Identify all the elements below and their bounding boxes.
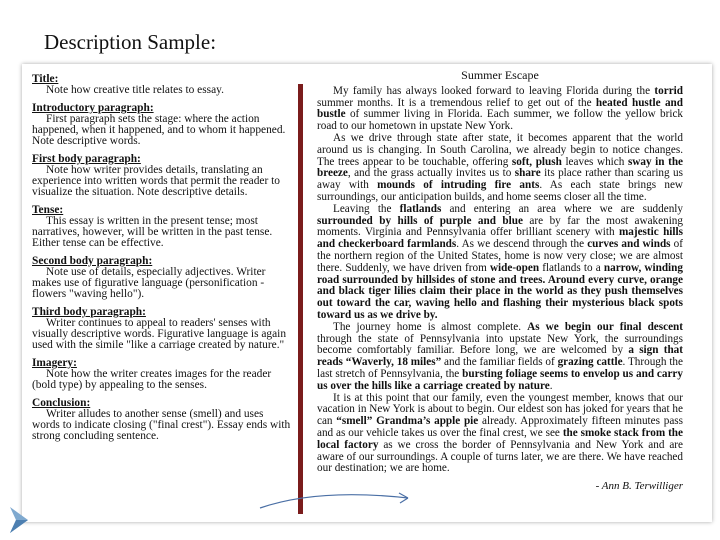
note-heading: Third body paragraph:: [32, 306, 146, 318]
note-body: Note how the writer creates images for the reader (bold type) by appealing to the senses.: [32, 368, 272, 391]
note-imagery: [32, 358, 292, 391]
note-body: Note how creative title relates to essay.: [46, 84, 224, 96]
note-body: First paragraph sets the stage: where the action happened, when it happened, and to whom it happened. Note descriptive words.: [32, 113, 286, 147]
note-heading: Second body paragraph:: [32, 255, 153, 267]
essay-paragraph-body-3: The journey home is almost complete. As we begin our final descent through the state of Pennsylvania into upstate New York, the surroundings become comfortably familiar. Before long, we are welcomed by a sign that reads “Waverly, 18 miles” and the familiar fields of grazing cattle. Through the last stretch of Pennsylvania, the bursting foliage seems to envelop us and carry us over the hills like a carriage created by nature.: [317, 320, 683, 392]
note-body: Note use of details, especially adjectives. Writer makes use of figurative language (personification - flowers "waving hello").: [32, 266, 266, 300]
note-heading: Imagery:: [32, 357, 77, 369]
annotation-column: [32, 74, 292, 449]
note-introduction: [32, 103, 292, 147]
annotation-arrow: [258, 484, 418, 514]
essay-paragraph-intro: My family has always looked forward to leaving Florida during the torrid summer months. It is a tremendous relief to get out of the heated hustle and bustle of summer living in Florida. Each summer, we follow the yellow brick road to our hometown in upstate New York.: [317, 84, 683, 133]
note-heading: Title:: [32, 73, 59, 85]
note-heading: Tense:: [32, 204, 64, 216]
essay-paragraph-conclusion: It is at this point that our family, even the youngest member, knows that our vacation in New York is about to begin. Our eldest son has joked for years that he can “smell” Grandma’s apple pie already. Approximately fifteen minutes pass and as our vehicle takes us over the final crest, we see the smoke stack from the local factory as we cross the border of Pennsylvania and New York and are aware of our surroundings. A couple of turns later, we are there. We have reached our destination; we are home.: [317, 391, 683, 475]
note-heading: Conclusion:: [32, 397, 91, 409]
note-body: Note how writer provides details, translating an experience into written words that permit the reader to visualize the situation. Note descriptive details.: [32, 164, 280, 198]
essay-title: Summer Escape: [461, 68, 539, 82]
note-second-body: [32, 256, 292, 300]
document-page: [22, 64, 712, 522]
essay-paragraph-body-2: Leaving the flatlands and entering an area where we are suddenly surrounded by hills of purple and blue are by far the most awakening moments. Virginia and Pennsylvania offer brilliant scenery with majestic hills and checkerboard farmlands. As we descend through the curves and winds of the northern region of the United States, home is now very close; we are almost there. Suddenly, we have driven from wide-open flatlands to a narrow, winding road surrounded by hillsides of stone and trees. Around every curve, orange and black tiger lilies claim their place in the world as they push themselves out toward the car, waving hello and flashing their mysterious black spots toward us as we drive by.: [317, 202, 683, 321]
note-third-body: [32, 307, 292, 351]
note-tense: [32, 205, 292, 249]
author-byline: - Ann B. Terwilliger: [595, 480, 683, 493]
slide-title: Description Sample:: [44, 30, 217, 54]
note-body: Writer continues to appeal to readers' senses with visually descriptive words. Figurative language is again used with the simile "like a carriage created by nature.": [32, 317, 287, 351]
note-conclusion: [32, 398, 292, 442]
note-heading: Introductory paragraph:: [32, 102, 154, 114]
essay-paragraph-body-1: As we drive through state after state, it becomes apparent that the world around us is changing. In South Carolina, we already begin to notice changes. The trees appear to be touchable, offering soft, plush leaves which sway in the breeze, and the grass actually invites us to share its place rather than scaring us away with mounds of intruding fire ants. As each state brings new surroundings, our anticipation builds, and home seems closer all the time.: [317, 131, 684, 203]
essay-column: [317, 70, 683, 493]
note-first-body: [32, 154, 292, 198]
note-body: Writer alludes to another sense (smell) and uses words to indicate closing ("final crest"). Essay ends with strong concluding sentence.: [32, 408, 291, 442]
chevron-right-icon: [6, 505, 34, 535]
note-heading: First body paragraph:: [32, 153, 141, 165]
note-body: This essay is written in the present tense; most narratives, however, will be written in the past tense. Either tense can be effective.: [32, 215, 273, 249]
column-divider: [298, 84, 303, 514]
note-title: [32, 74, 292, 96]
